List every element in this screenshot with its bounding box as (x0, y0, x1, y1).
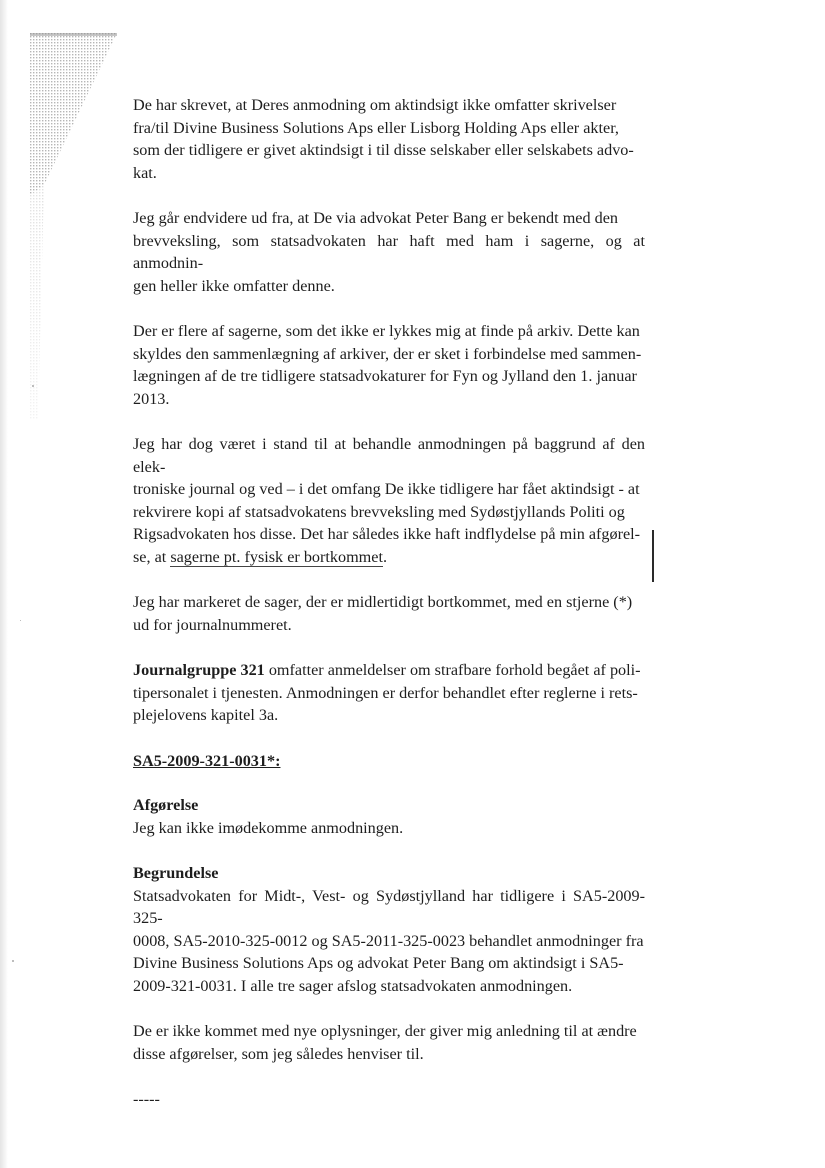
margin-mark (652, 530, 654, 582)
paragraph-marking: Jeg har markeret de sager, der er midlertidigt bortkommet, med en stjerne (*) ud for journalnummeret. (133, 593, 633, 634)
scan-speck (12, 960, 14, 962)
decision-title: Afgørelse (133, 796, 199, 814)
journal-group-label: Journalgruppe 321 (133, 661, 265, 679)
scan-speck (32, 385, 34, 387)
scan-speck (20, 620, 21, 621)
reason-title: Begrundelse (133, 864, 219, 882)
paragraph-journal-group (133, 659, 645, 727)
decision-section (133, 794, 645, 839)
decision-text: Jeg kan ikke imødekomme anmodningen. (133, 818, 404, 837)
paragraph-correspondence: Jeg går endvidere ud fra, at De via advokat Peter Bang er bekendt med den brevveksling, som statsadvokaten har haft med ham i sagerne, og at anmodnin- gen heller ikke omfatter denne. (133, 209, 645, 295)
paragraph-scope: De har skrevet, at Deres anmodning om aktindsigt ikke omfatter skrivelser fra/til Divine Business Solutions Aps eller Lisborg Holding Aps eller akter, som der tidligere er givet aktindsigt i til disse selskaber eller selskabets advo- kat. (133, 96, 634, 182)
case-id-heading: SA5-2009-321-0031*: (133, 751, 281, 770)
paragraph-archive: Der er flere af sagerne, som det ikke er lykkes mig at finde på arkiv. Dette kan skyldes den sammenlægning af arkiver, der er sket i forbindelse med sammen- lægningen af de tre tidligere statsadvokaturer for Fyn og Jylland den 1. januar 2013. (133, 322, 642, 408)
letter-body (133, 94, 645, 1134)
scan-shadow-edge (0, 0, 8, 1168)
reason-text: Statsadvokaten for Midt-, Vest- og Sydøstjylland har tidligere i SA5-2009-325- 0008, SA5-2010-325-0012 og SA5-2011-325-0023 behandlet anmodninger fra Divine Business Solutions Aps og advokat Peter Bang om aktindsigt i SA5- 2009-321-0031. I alle tre sager afslog statsadvokaten anmodningen. (133, 886, 645, 995)
paragraph-final: De er ikke kommet med nye oplysninger, der giver mig anledning til at ændre disse afgørelser, som jeg således henviser til. (133, 1022, 637, 1063)
processing-end: . (382, 547, 387, 566)
journal-group-text: omfatter anmeldelser om strafbare forhold begået af poli- tipersonalet i tjenesten. Anmodningen er derfor behandlet efter reglerne i rets- plejelovens kapitel 3a. (133, 661, 641, 724)
separator-dashes: ----- (133, 1090, 160, 1108)
handwritten-underline-text: sagerne pt. fysisk er bortkommet (170, 547, 383, 566)
reason-section (133, 862, 645, 997)
processing-text: Jeg har dog været i stand til at behandle anmodningen på baggrund af den elek- troniske journal og ved – i det omfang De ikke tidligere har fået aktindsigt - at rekvirere kopi af statsadvokatens brevveksling med Sydøstjyllands Politi og Rigsadvokaten hos disse. Det har således ikke haft indflydelse på min afgørel- se, at (133, 435, 645, 566)
paragraph-processing (133, 433, 645, 568)
scan-corner-artifact (0, 0, 125, 420)
